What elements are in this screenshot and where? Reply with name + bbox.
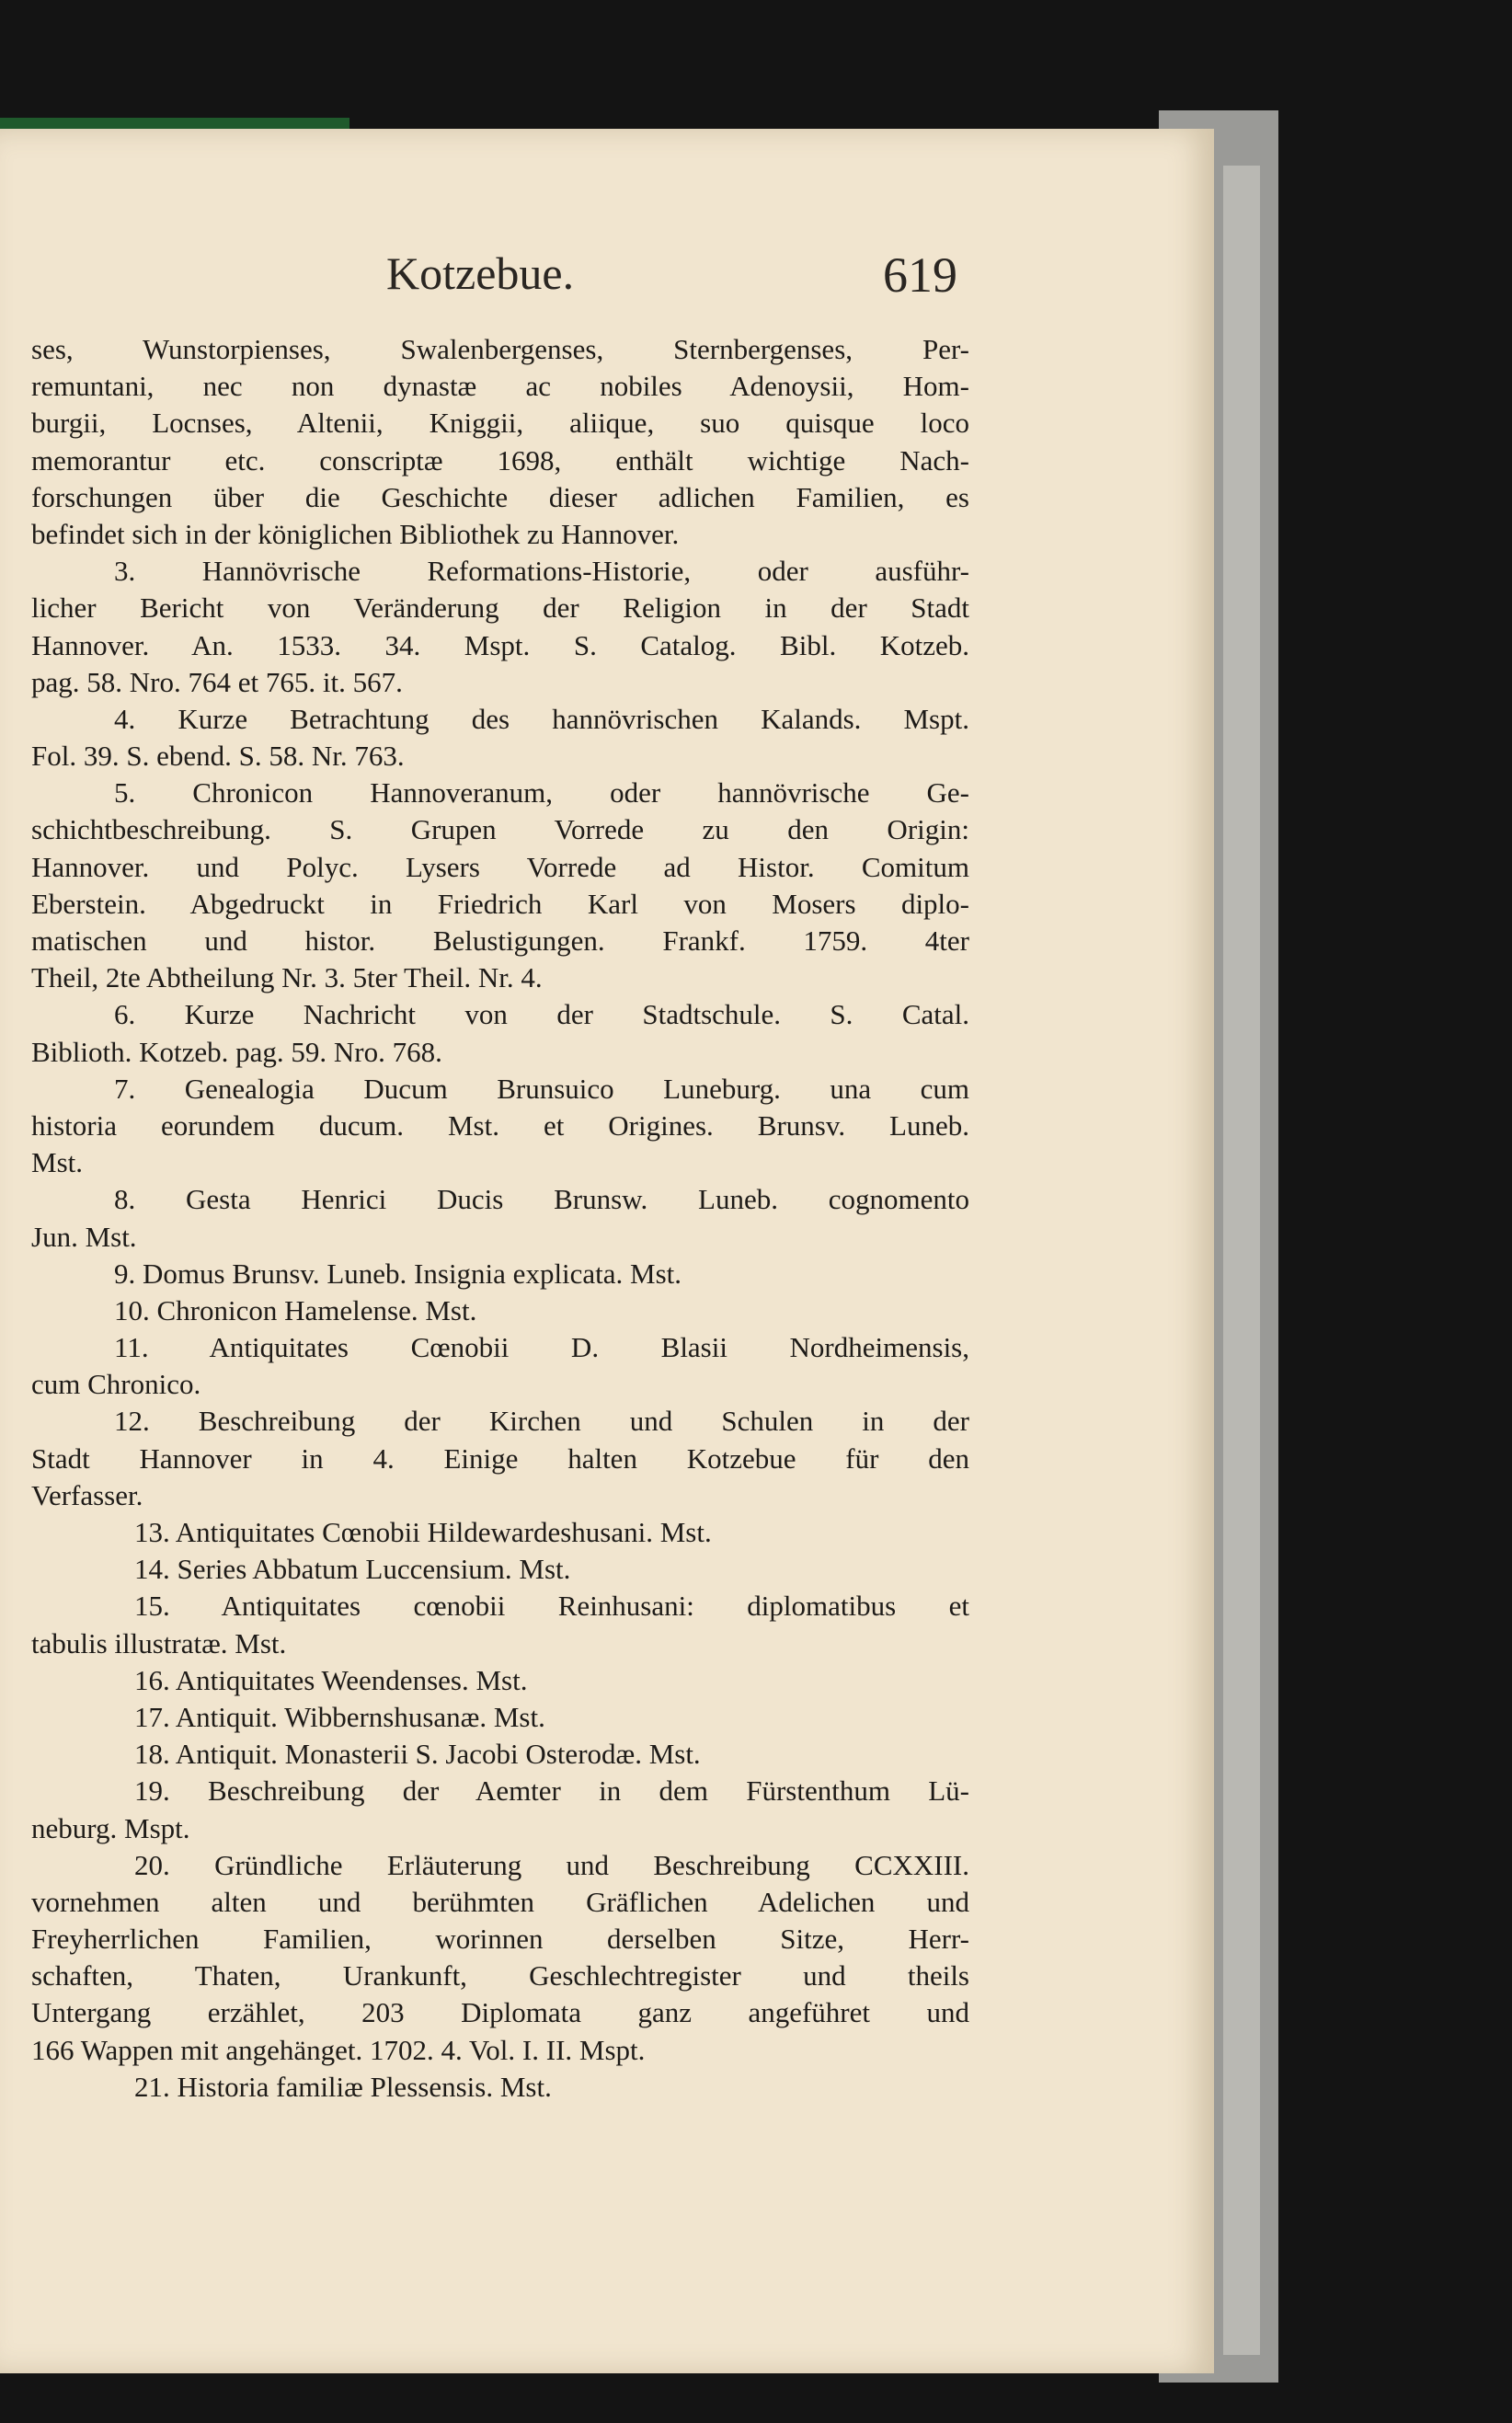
text-line: 18. Antiquit. Monasterii S. Jacobi Osterodæ. Mst.	[134, 1738, 701, 1771]
text-line: Eberstein. Abgedruckt in Friedrich Karl von Mosers diplo-	[31, 887, 969, 920]
text-line: licher Bericht von Veränderung der Religion in der Stadt	[31, 591, 969, 625]
text-line: forschungen über die Geschichte dieser adlichen Familien, es	[31, 480, 969, 513]
text-line: 13. Antiquitates Cœnobii Hildewardeshusani. Mst.	[134, 1516, 712, 1548]
text-line: Untergang erzählet, 203 Diplomata ganz angeführet und	[31, 1996, 969, 2029]
text-line: Hannover. An. 1533. 34. Mspt. S. Catalog. Bibl. Kotzeb.	[31, 628, 969, 661]
text-line: remuntani, nec non dynastæ ac nobiles Adenoysii, Hom-	[31, 370, 969, 403]
text-line: 11. Antiquitates Cœnobii D. Blasii Nordheimensis,	[114, 1331, 969, 1364]
text-line: Theil, 2te Abtheilung Nr. 3. 5ter Theil. Nr. 4.	[31, 961, 543, 994]
text-line: Jun. Mst.	[31, 1220, 137, 1253]
text-line: 8. Gesta Henrici Ducis Brunsw. Luneb. cognomento	[114, 1183, 969, 1216]
text-line: pag. 58. Nro. 764 et 765. it. 567.	[31, 665, 403, 698]
page-header	[0, 239, 1214, 322]
text-line: 21. Historia familiæ Plessensis. Mst.	[134, 2070, 552, 2103]
text-line: neburg. Mspt.	[31, 1811, 190, 1844]
text-line: 166 Wappen mit angehänget. 1702. 4. Vol. I. II. Mspt.	[31, 2033, 646, 2066]
text-line: 16. Antiquitates Weendenses. Mst.	[134, 1663, 528, 1696]
text-line: ses, Wunstorpienses, Swalenbergenses, Sternbergenses, Per-	[31, 333, 969, 365]
body-text	[31, 331, 969, 2106]
running-head: Kotzebue.	[386, 247, 575, 299]
text-line: tabulis illustratæ. Mst.	[31, 1626, 287, 1659]
text-line: Stadt Hannover in 4. Einige halten Kotzebue für den	[31, 1441, 969, 1475]
text-line: 4. Kurze Betrachtung des hannövrischen Kalands. Mspt.	[114, 702, 969, 735]
text-line: 14. Series Abbatum Luccensium. Mst.	[134, 1553, 571, 1586]
text-line: Fol. 39. S. ebend. S. 58. Nr. 763.	[31, 740, 405, 773]
text-line: 10. Chronicon Hamelense. Mst.	[114, 1293, 477, 1326]
text-line: 3. Hannövrische Reformations-Historie, oder ausführ-	[114, 555, 969, 588]
text-line: schaften, Thaten, Urankunft, Geschlechtregister und theils	[31, 1959, 969, 1992]
text-line: 15. Antiquitates cœnobii Reinhusani: diplomatibus et	[134, 1590, 969, 1623]
text-line: Verfasser.	[31, 1478, 143, 1511]
text-line: schichtbeschreibung. S. Grupen Vorrede zu den Origin:	[31, 813, 969, 846]
text-line: Mst.	[31, 1146, 83, 1179]
text-line: cum Chronico.	[31, 1368, 201, 1401]
text-line: 9. Domus Brunsv. Luneb. Insignia explicata. Mst.	[114, 1257, 682, 1290]
text-line: matischen und histor. Belustigungen. Frankf. 1759. 4ter	[31, 924, 969, 957]
text-line: 7. Genealogia Ducum Brunsuico Luneburg. una cum	[114, 1072, 969, 1105]
page-number: 619	[883, 247, 957, 303]
text-line: 5. Chronicon Hannoveranum, oder hannövrische Ge-	[114, 776, 969, 810]
text-line: historia eorundem ducum. Mst. et Origines. Brunsv. Luneb.	[31, 1108, 969, 1142]
text-line: befindet sich in der königlichen Bibliothek zu Hannover.	[31, 517, 680, 550]
text-line: Hannover. und Polyc. Lysers Vorrede ad Histor. Comitum	[31, 850, 969, 883]
page-stack-highlight	[1223, 166, 1260, 2355]
book-page	[0, 129, 1214, 2373]
text-line: Biblioth. Kotzeb. pag. 59. Nro. 768.	[31, 1035, 442, 1068]
text-line: 19. Beschreibung der Aemter in dem Fürstenthum Lü-	[134, 1774, 969, 1808]
text-line: 6. Kurze Nachricht von der Stadtschule. S. Catal.	[114, 998, 969, 1031]
text-line: Freyherrlichen Familien, worinnen derselben Sitze, Herr-	[31, 1923, 969, 1956]
text-line: 20. Gründliche Erläuterung und Beschreibung CCXXIII.	[134, 1848, 969, 1881]
text-line: burgii, Locnses, Altenii, Kniggii, aliique, suo quisque loco	[31, 407, 969, 440]
text-line: 17. Antiquit. Wibbernshusanæ. Mst.	[134, 1700, 545, 1733]
text-line: memorantur etc. conscriptæ 1698, enthält wichtige Nach-	[31, 443, 969, 477]
text-line: 12. Beschreibung der Kirchen und Schulen in der	[114, 1405, 969, 1438]
text-line: vornehmen alten und berühmten Gräflichen Adelichen und	[31, 1885, 969, 1918]
